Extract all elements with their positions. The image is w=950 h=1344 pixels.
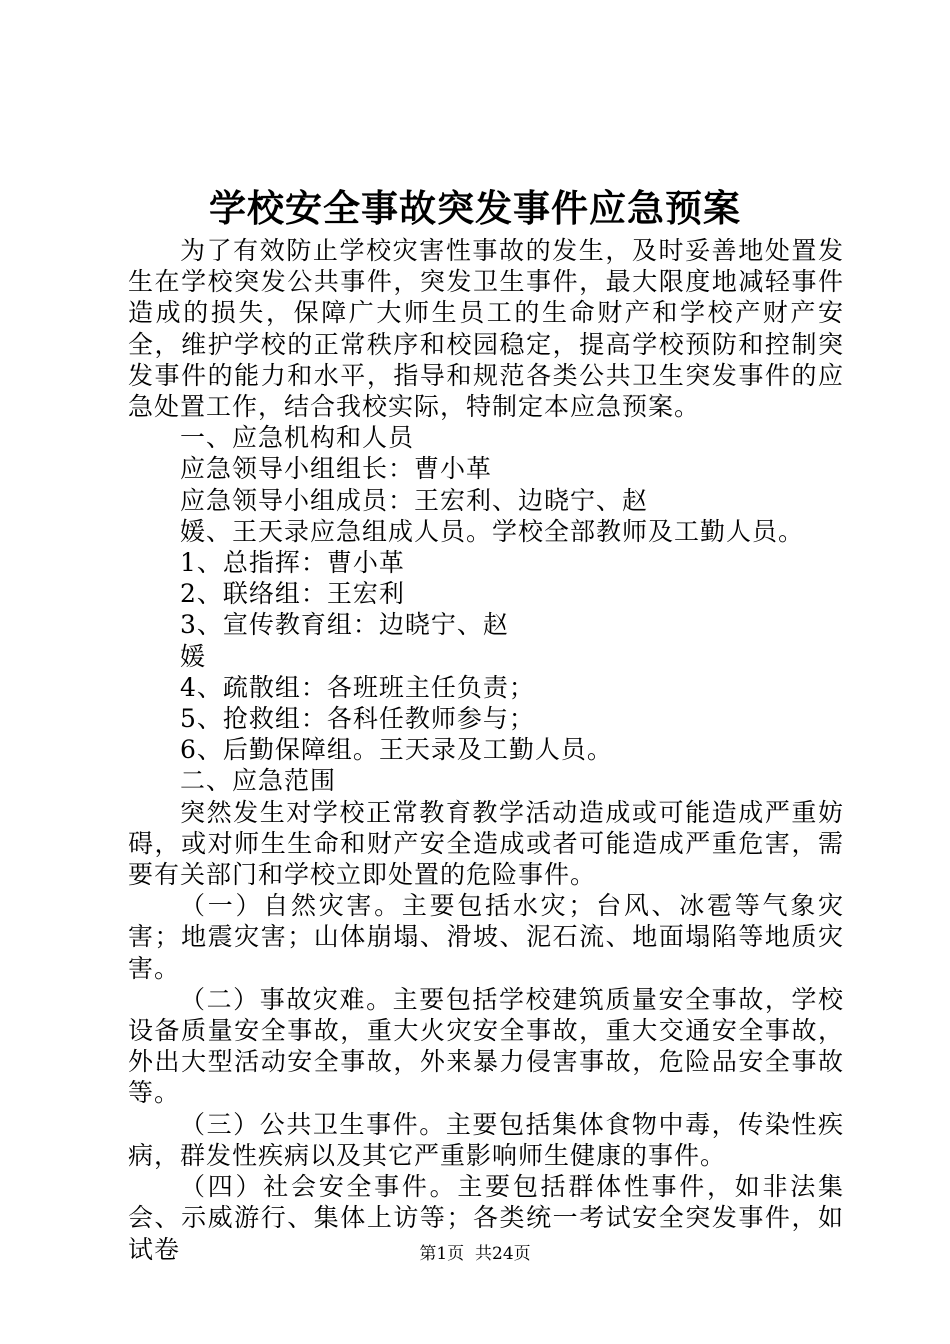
section1-line: 应急领导小组组长：曹小革 [180,454,493,484]
document-body [128,235,844,1265]
section1-line: 4、疏散组：各班班主任负责； [180,672,535,702]
section1-line: 1、总指挥：曹小革 [180,548,405,578]
section2-intro-paragraph: 突然发生对学校正常教育教学活动造成或可能造成严重妨碍，或对师生生命和财产安全造成或者可能造成严重危害，需要有关部门和学校立即处置的危险事件。 [128,797,844,890]
section1-line: 6、后勤保障组。王天录及工勤人员。 [180,735,613,765]
section1-line: 媛 [180,641,207,671]
page-total: 共24页 [475,1244,531,1264]
section2-item-paragraph: （三）公共卫生事件。主要包括集体食物中毒，传染性疾病，群发性疾病以及其它严重影响师生健康的事件。 [128,1109,844,1170]
intro-paragraph: 为了有效防止学校灾害性事故的发生，及时妥善地处置发生在学校突发公共事件，突发卫生事件，最大限度地减轻事件造成的损失，保障广大师生员工的生命财产和学校产财产安全，维护学校的正常秩序和校园稳定，提高学校预防和控制突发事件的能力和水平，指导和规范各类公共卫生突发事件的应急处置工作，结合我校实际，特制定本应急预案。 [128,236,844,422]
section2-item-paragraph: （二）事故灾难。主要包括学校建筑质量安全事故，学校设备质量安全事故，重大火灾安全事故，重大交通安全事故，外出大型活动安全事故，外来暴力侵害事故，危险品安全事故等。 [128,984,844,1108]
section-heading-2: 二、应急范围 [180,766,337,796]
page-footer [0,1242,950,1266]
section2-item-paragraph: （一）自然灾害。主要包括水灾；台风、冰雹等气象灾害；地震灾害；山体崩塌、滑坡、泥石流、地面塌陷等地质灾害。 [128,891,844,983]
section1-line: 5、抢救组：各科任教师参与； [180,704,535,734]
document-title: 学校安全事故突发事件应急预案 [209,187,741,230]
section1-line: 应急领导小组成员：王宏利、边晓宁、赵 [180,485,649,515]
section1-line: 媛、王天录应急组成人员。学校全部教师及工勤人员。 [180,516,805,546]
page-number: 第1页 [419,1244,465,1264]
section2-item-paragraph: （四）社会安全事件。主要包括群体性事件，如非法集会、示威游行、集体上访等；各类统一考试安全突发事件，如试卷 [128,1172,844,1264]
section1-line: 3、宣传教育组：边晓宁、赵 [180,610,509,640]
section-heading-1: 一、应急机构和人员 [180,423,415,453]
section1-line: 2、联络组：王宏利 [180,579,405,609]
